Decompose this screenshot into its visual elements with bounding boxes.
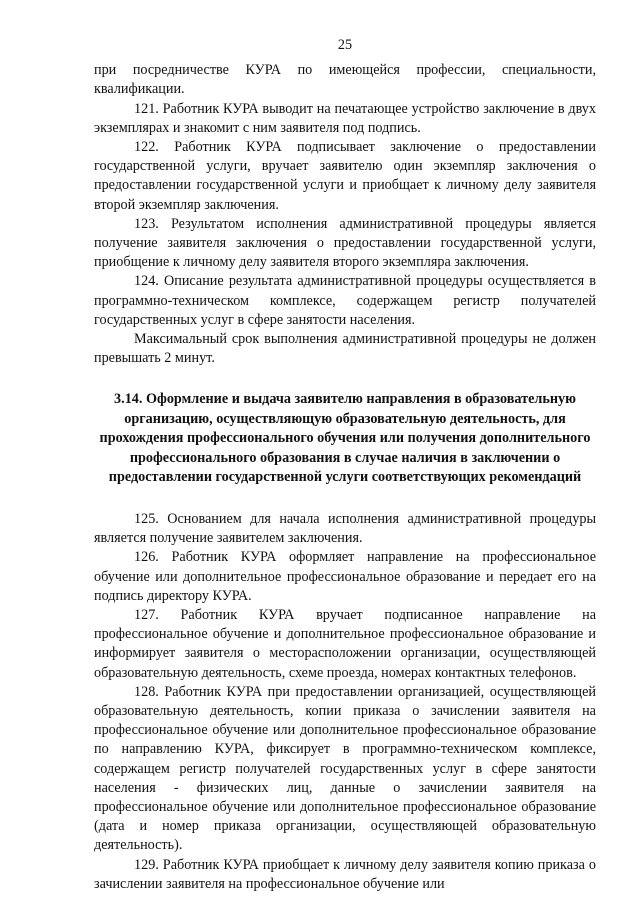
paragraphs-after bbox=[94, 510, 596, 894]
paragraph-127: 127. Работник КУРА вручает подписанное направление на профессиональное обучение и дополнительное профессиональное образование и информирует заявителя о месторасположении организации, осуществляющей образовательную деятельность, схеме проезда, номерах контактных телефонов. bbox=[94, 606, 596, 681]
paragraph-124: 124. Описание результата административной процедуры осуществляется в программно-техническом комплексе, содержащем регистр получателей государственных услуг в сфере занятости населения. bbox=[94, 273, 596, 328]
paragraph-122: 122. Работник КУРА подписывает заключение о предоставлении государственной услуги, вручает заявителю один экземпляр заключения о предоставлении государственной услуги и приобщает к личному делу заявителя второй экземпляр заключения. bbox=[94, 139, 596, 213]
paragraphs-before bbox=[94, 61, 596, 368]
paragraph-continuation: при посредничестве КУРА по имеющейся профессии, специальности, квалификации. bbox=[94, 62, 596, 98]
page-number: 25 bbox=[337, 37, 353, 53]
paragraph-129: 129. Работник КУРА приобщает к личному делу заявителя копию приказа о зачислении заявителя на профессиональное обучение или bbox=[94, 856, 596, 892]
section-heading: 3.14. Оформление и выдача заявителю направления в образовательную организацию, осуществляющую образовательную деятельность, для прохождения профессионального обучения или получения дополнительного профессионального образования в случае наличия в заключении о предоставлении государственной услуги соответствующих рекомендаций bbox=[99, 391, 591, 486]
paragraph-126: 126. Работник КУРА оформляет направление на профессиональное обучение или дополнительное профессиональное образование и передает его на подпись директору КУРА. bbox=[94, 549, 596, 604]
paragraph-128: 128. Работник КУРА при предоставлении организацией, осуществляющей образовательную деятельность, копии приказа о зачислении заявителя на профессиональное обучение или дополнительное профессиональное образование по направлению КУРА, фиксирует в программно-техническом комплексе, содержащем регистр получателей государственных услуг в сфере занятости населения - физических лиц, данные о зачислении заявителя на профессиональное обучение или дополнительное профессиональное образование (дата и номер приказа организации, осуществляющей образовательную деятельность). bbox=[94, 683, 596, 854]
paragraph-125: 125. Основанием для начала исполнения административной процедуры является получение заявителем заключения. bbox=[94, 510, 596, 547]
paragraph-121: 121. Работник КУРА выводит на печатающее устройство заключение в двух экземплярах и знакомит с ним заявителя под подпись. bbox=[94, 100, 596, 136]
paragraph-123: 123. Результатом исполнения административной процедуры является получение заявителя заключения о предоставлении государственной услуги, приобщение к личному делу заявителя второго экземпляра заключения. bbox=[94, 215, 596, 271]
paragraph-max-time: Максимальный срок выполнения административной процедуры не должен превышать 2 минут. bbox=[94, 331, 596, 367]
